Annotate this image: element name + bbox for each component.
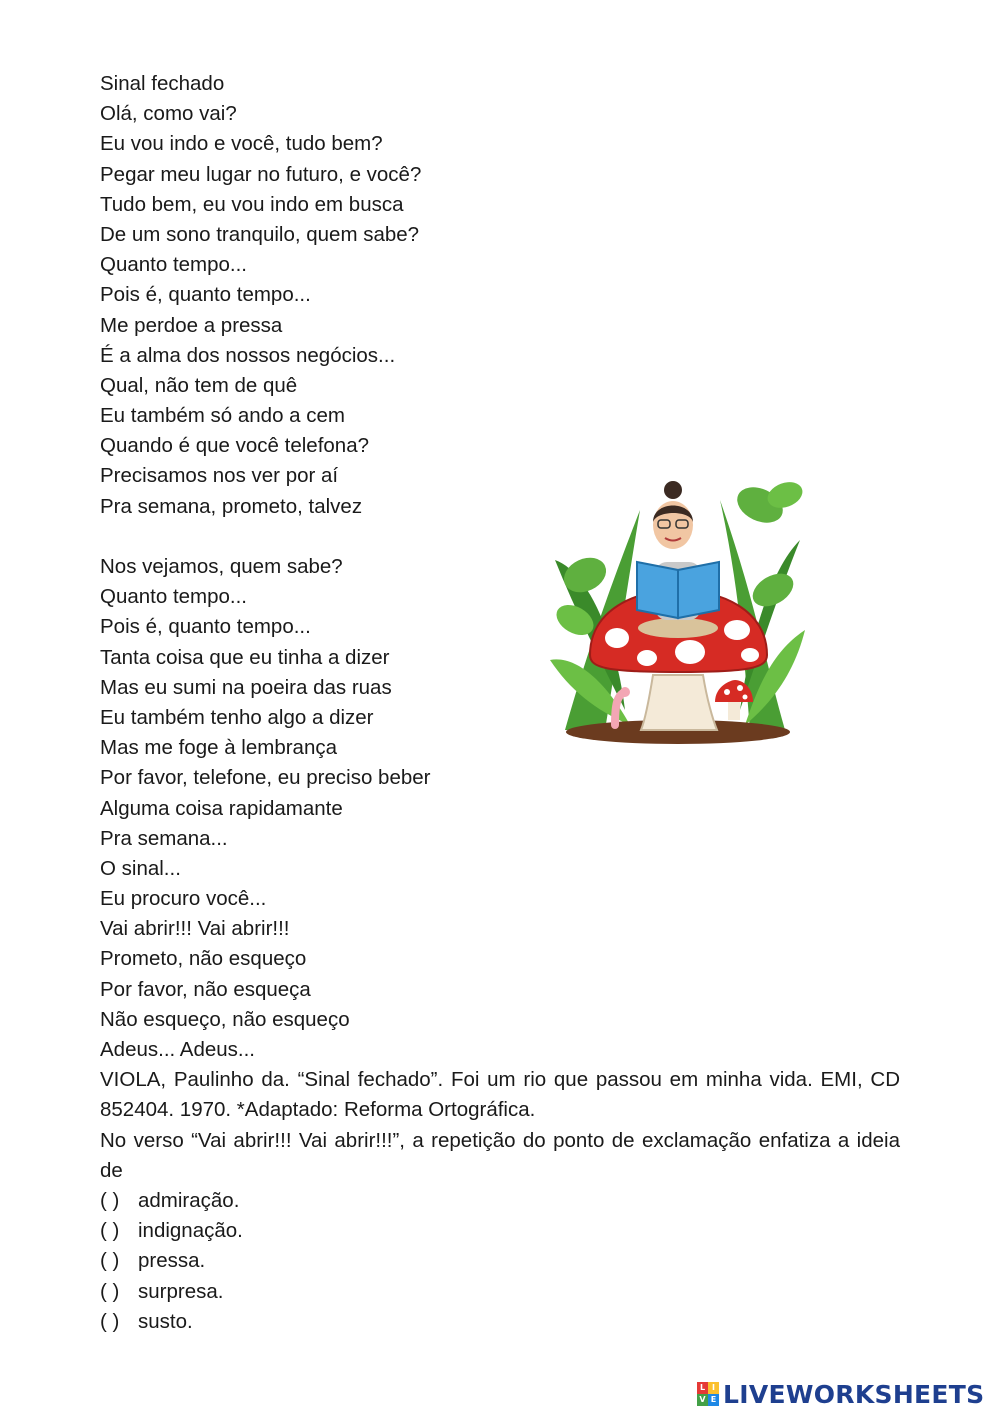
poem-line: Qual, não tem de quê [100, 373, 298, 397]
poem-line: Pois é, quanto tempo... [100, 283, 311, 307]
answer-checkbox[interactable]: ( ) [100, 1189, 120, 1212]
logo-icon-letter: E [708, 1394, 719, 1406]
poem-line: Eu também só ando a cem [100, 404, 345, 428]
poem-line: Quando é que você telefona? [100, 434, 369, 458]
poem-line: Quanto tempo... [100, 585, 248, 609]
poem-stanza-1 [100, 69, 900, 522]
poem-line: Por favor, telefone, eu preciso beber [100, 766, 431, 790]
liveworksheets-logo-icon [697, 1382, 719, 1406]
poem-line: Não esqueço, não esqueço [100, 1007, 350, 1031]
poem-line: Alguma coisa rapidamante [100, 796, 343, 820]
logo-icon-letter: V [697, 1394, 708, 1406]
poem-line: Eu procuro você... [100, 887, 267, 911]
logo-icon-letter: I [708, 1382, 719, 1394]
poem-line: Tudo bem, eu vou indo em busca [100, 192, 404, 216]
answer-option-label: admiração. [138, 1189, 240, 1212]
poem-line: Sinal fechado [100, 72, 225, 95]
answer-checkbox[interactable]: ( ) [100, 1279, 120, 1303]
poem-line: Precisamos nos ver por aí [100, 464, 339, 488]
answer-option-susto[interactable] [100, 1307, 900, 1337]
answer-option-pressa[interactable] [100, 1246, 900, 1276]
poem-line: É a alma dos nossos negócios... [100, 343, 396, 367]
answer-option-surpresa[interactable] [100, 1277, 900, 1307]
poem-line: Vai abrir!!! Vai abrir!!! [100, 917, 290, 941]
liveworksheets-logo[interactable] [697, 1378, 984, 1410]
question-prompt: No verso “Vai abrir!!! Vai abrir!!!”, a repetição do ponto de exclamação enfatiza a ideia de [100, 1128, 900, 1182]
song-citation: VIOLA, Paulinho da. “Sinal fechado”. Foi um rio que passou em minha vida. EMI, CD 852404. 1970. *Adaptado: Reforma Ortográfica. [100, 1068, 900, 1122]
poem-line: Mas me foge à lembrança [100, 736, 338, 760]
poem-line: Eu também tenho algo a dizer [100, 705, 374, 729]
poem-line: Nos vejamos, quem sabe? [100, 555, 343, 578]
poem-line: O sinal... [100, 856, 181, 880]
poem-line: Pra semana, prometo, talvez [100, 494, 363, 518]
answer-option-indignacao[interactable] [100, 1216, 900, 1246]
answer-option-label: surpresa. [138, 1279, 224, 1303]
girl-reading-on-mushroom-icon [545, 480, 810, 750]
answer-checkbox[interactable]: ( ) [100, 1219, 120, 1243]
poem-line: Pra semana... [100, 826, 228, 850]
poem-line: Mas eu sumi na poeira das ruas [100, 675, 392, 699]
poem-line: Por favor, não esqueça [100, 977, 311, 1001]
poem-line: Quanto tempo... [100, 253, 248, 277]
poem-line: Olá, como vai? [100, 102, 237, 126]
poem-line: Eu vou indo e você, tudo bem? [100, 132, 383, 156]
poem-line: Me perdoe a pressa [100, 313, 283, 337]
answer-option-admiracao[interactable] [100, 1186, 900, 1216]
answer-option-label: susto. [138, 1309, 193, 1333]
answer-checkbox[interactable]: ( ) [100, 1249, 120, 1273]
answer-option-label: pressa. [138, 1249, 206, 1273]
answer-checkbox[interactable]: ( ) [100, 1309, 120, 1333]
poem-line: Prometo, não esqueço [100, 947, 307, 971]
poem-line: Adeus... Adeus... [100, 1038, 255, 1061]
poem-line: Tanta coisa que eu tinha a dizer [100, 645, 390, 669]
poem-line: Pois é, quanto tempo... [100, 615, 311, 639]
poem-line: De um sono tranquilo, quem sabe? [100, 222, 420, 246]
answer-options [100, 1186, 900, 1337]
poem-line: Pegar meu lugar no futuro, e você? [100, 162, 422, 186]
logo-icon-letter: L [697, 1382, 708, 1394]
liveworksheets-logo-text: LIVEWORKSHEETS [723, 1379, 985, 1409]
answer-option-label: indignação. [138, 1219, 243, 1243]
